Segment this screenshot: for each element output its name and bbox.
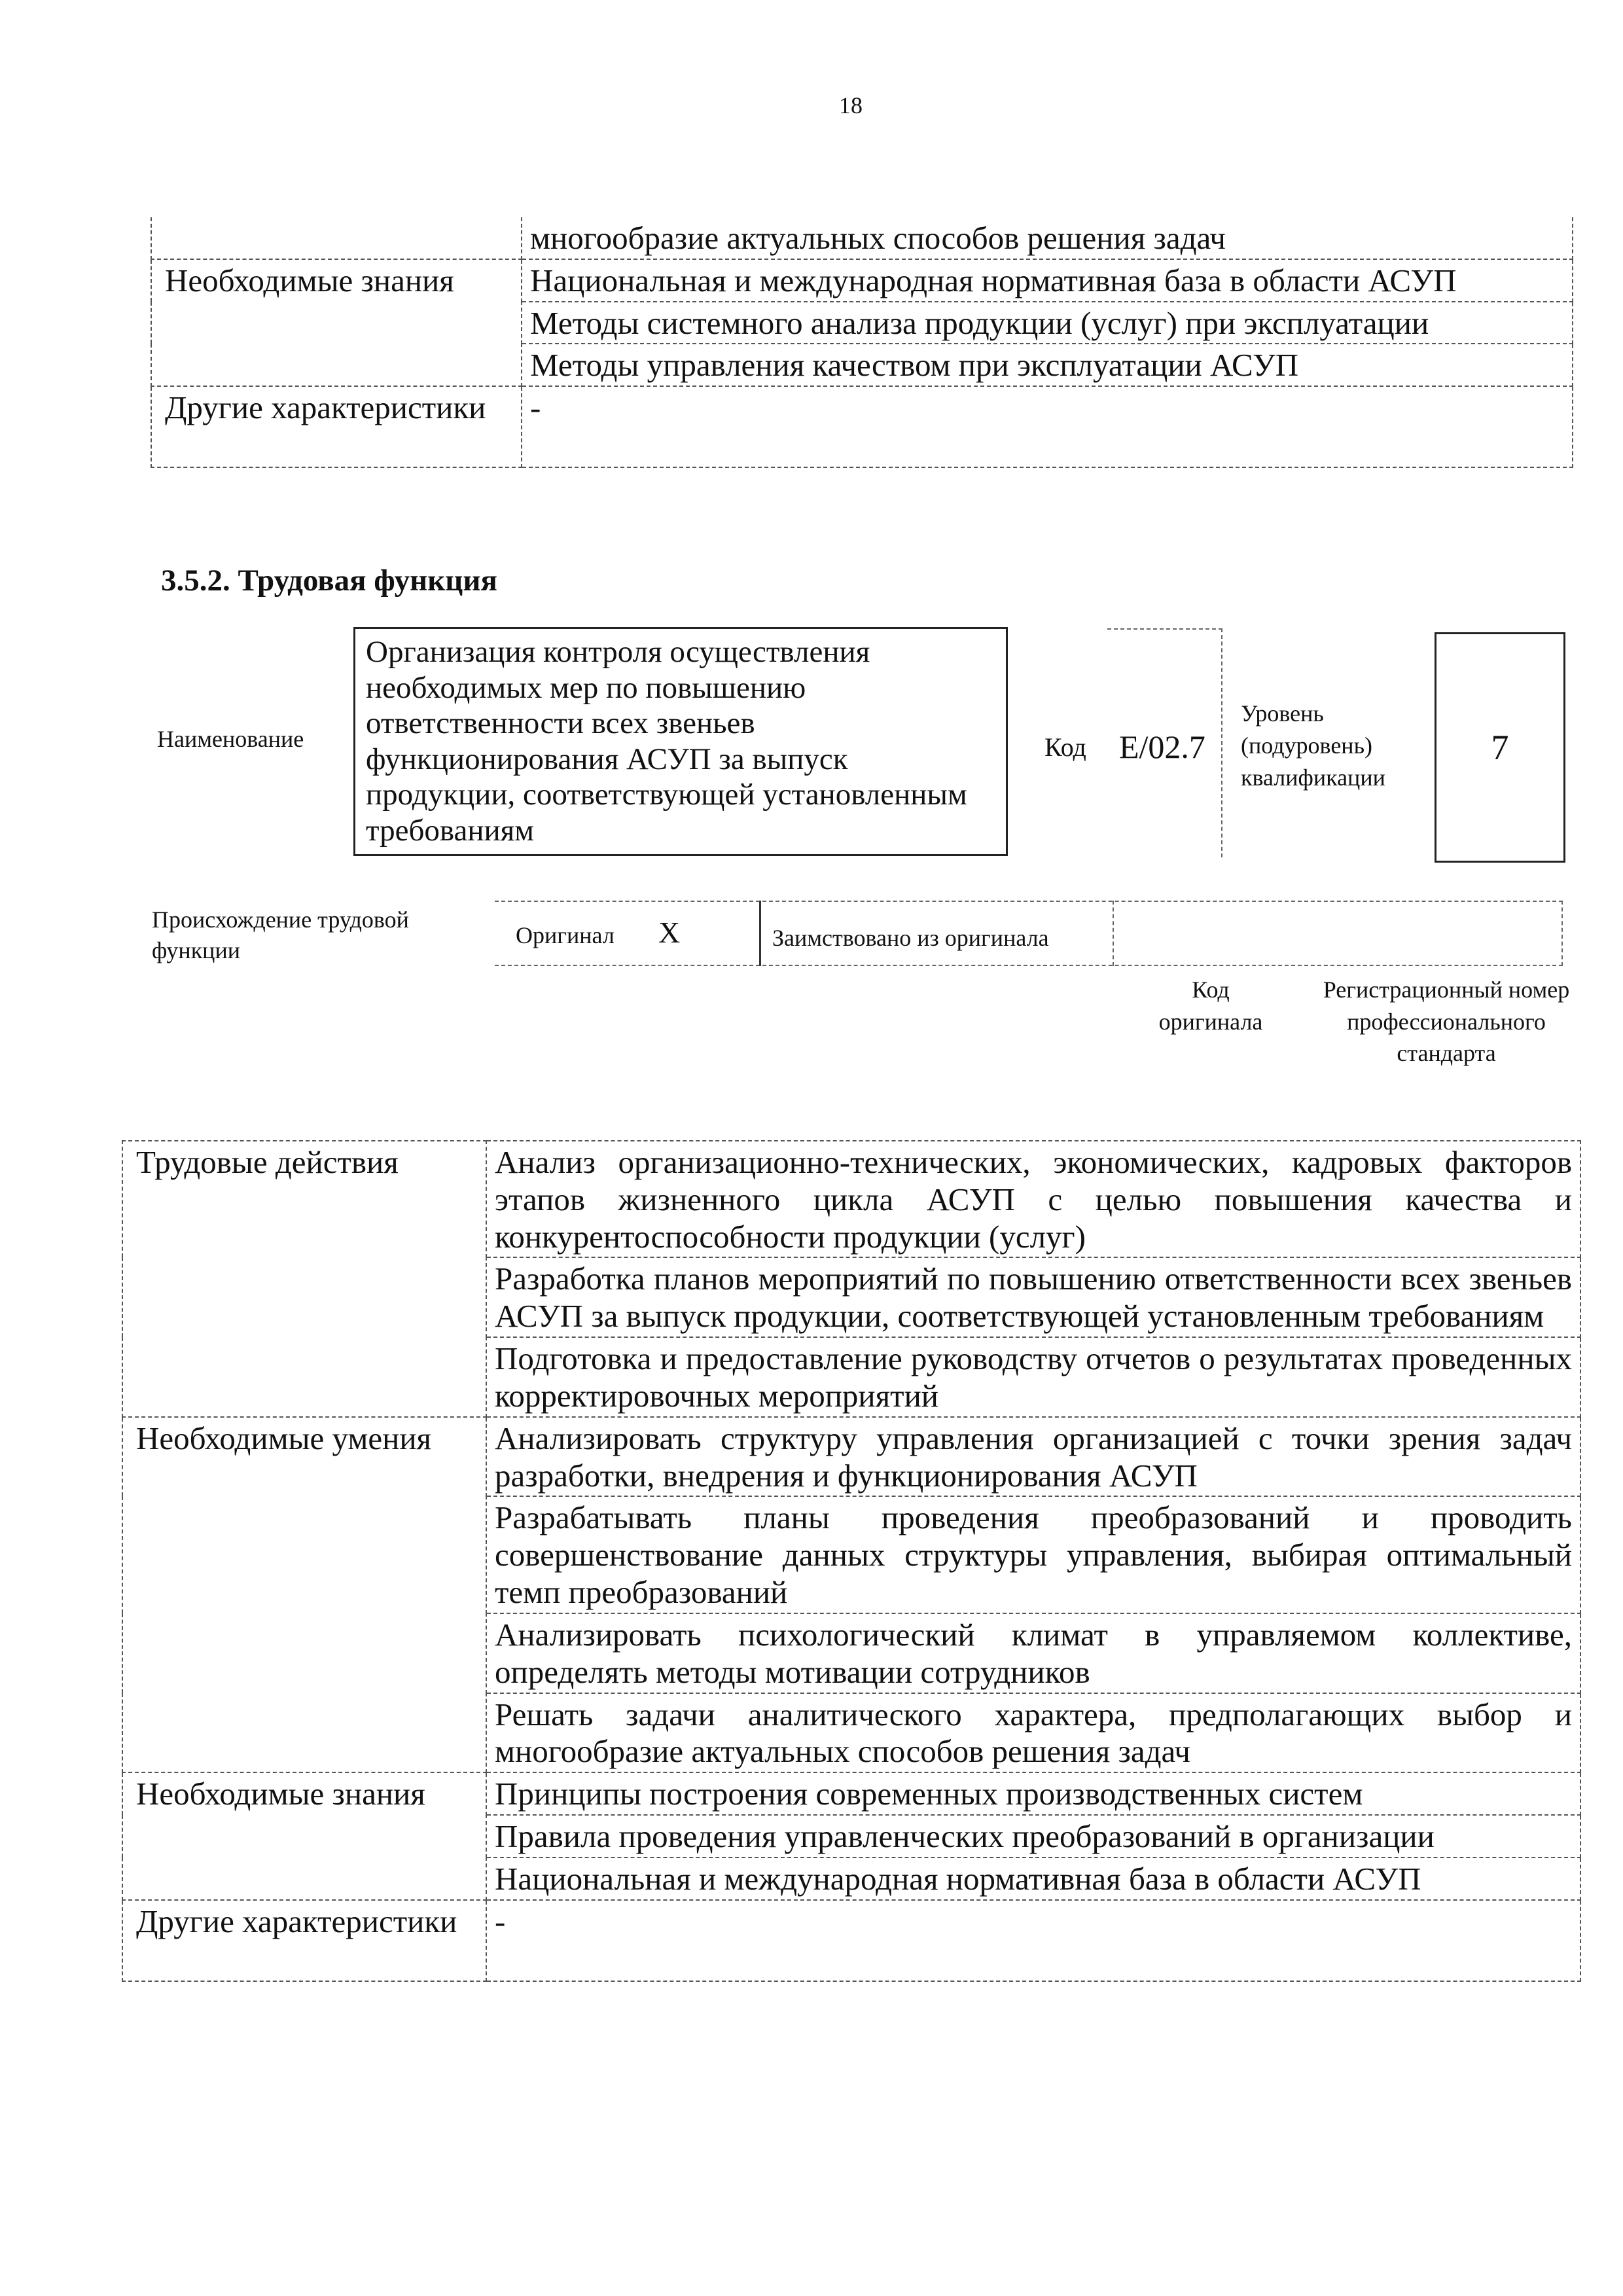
code-label: Код xyxy=(1044,732,1086,762)
row-text: Методы системного анализа продукции (услуг) при эксплуатации xyxy=(522,302,1573,344)
table-row xyxy=(122,1141,1580,1257)
other-label: Другие характеристики xyxy=(122,1900,486,1981)
table-row xyxy=(151,386,1573,467)
other-value: - xyxy=(486,1900,1580,1981)
level-value: 7 xyxy=(1435,632,1565,863)
code-value: E/02.7 xyxy=(1119,728,1205,765)
row-text: Национальная и международная нормативная база в области АСУП xyxy=(522,259,1573,302)
origin-borrowed-label: Заимствовано из оригинала xyxy=(772,925,1049,951)
table-row xyxy=(122,1417,1580,1497)
row-label-other: Другие характеристики xyxy=(151,386,522,467)
row-label xyxy=(151,217,522,259)
origin-divider xyxy=(759,901,761,966)
table-row xyxy=(151,259,1573,302)
continuation-table xyxy=(151,217,1573,468)
row-text: многообразие актуальных способов решения задач xyxy=(522,217,1573,259)
skill-item: Анализировать структуру управления организацией с точки зрения задач разработки, внедрения и функционирования АСУП xyxy=(486,1417,1580,1497)
row-text: - xyxy=(522,386,1573,467)
skills-label: Необходимые умения xyxy=(122,1417,486,1772)
skill-item: Анализировать психологический климат в управляемом коллективе, определять методы мотивации сотрудников xyxy=(486,1613,1580,1693)
table-row xyxy=(122,1772,1580,1815)
origin-mark: X xyxy=(658,916,681,949)
origin-code-caption: Код оригинала xyxy=(1158,977,1263,1035)
skill-item: Решать задачи аналитического характера, предполагающих выбор и многообразие актуальных способов решения задач xyxy=(486,1693,1580,1773)
table-row xyxy=(151,217,1573,259)
name-label: Наименование xyxy=(157,726,304,752)
labor-action-item: Анализ организационно-технических, экономических, кадровых факторов этапов жизненного цикла АСУП с целью повышения качества и конкурентоспособности продукции (услуг) xyxy=(486,1141,1580,1257)
level-label: Уровень (подуровень) квалификации xyxy=(1241,700,1385,791)
labor-actions-label: Трудовые действия xyxy=(122,1141,486,1417)
origin-original-label: Оригинал xyxy=(516,922,615,948)
knowledge-item: Правила проведения управленческих преобразований в организации xyxy=(486,1815,1580,1857)
table-row xyxy=(122,1900,1580,1981)
origin-divider-2 xyxy=(1113,901,1114,966)
labor-function-table xyxy=(122,1140,1581,1982)
section-title: 3.5.2. Трудовая функция xyxy=(161,564,497,598)
origin-divider-end xyxy=(1561,901,1563,966)
row-text: Методы управления качеством при эксплуатации АСУП xyxy=(522,344,1573,386)
row-label-knowledge: Необходимые знания xyxy=(151,259,522,386)
knowledge-label: Необходимые знания xyxy=(122,1772,486,1899)
origin-reg-caption: Регистрационный номер профессионального стандарта xyxy=(1323,977,1570,1067)
labor-action-item: Подготовка и предоставление руководству отчетов о результатах проведенных корректировочных мероприятий xyxy=(486,1337,1580,1417)
labor-action-item: Разработка планов мероприятий по повышению ответственности всех звеньев АСУП за выпуск продукции, соответствующей установленным требованиям xyxy=(486,1257,1580,1337)
origin-label: Происхождение трудовой функции xyxy=(152,906,409,963)
page-number: 18 xyxy=(839,92,863,118)
skill-item: Разрабатывать планы проведения преобразований и проводить совершенствование данных структуры управления, выбирая оптимальный темп преобразований xyxy=(486,1496,1580,1613)
knowledge-item: Принципы построения современных производственных систем xyxy=(486,1772,1580,1815)
name-value: Организация контроля осуществления необходимых мер по повышению ответственности всех звеньев функционирования АСУП за выпуск продукции, соответствующей установленным требованиям xyxy=(353,627,1008,856)
knowledge-item: Национальная и международная нормативная база в области АСУП xyxy=(486,1857,1580,1900)
